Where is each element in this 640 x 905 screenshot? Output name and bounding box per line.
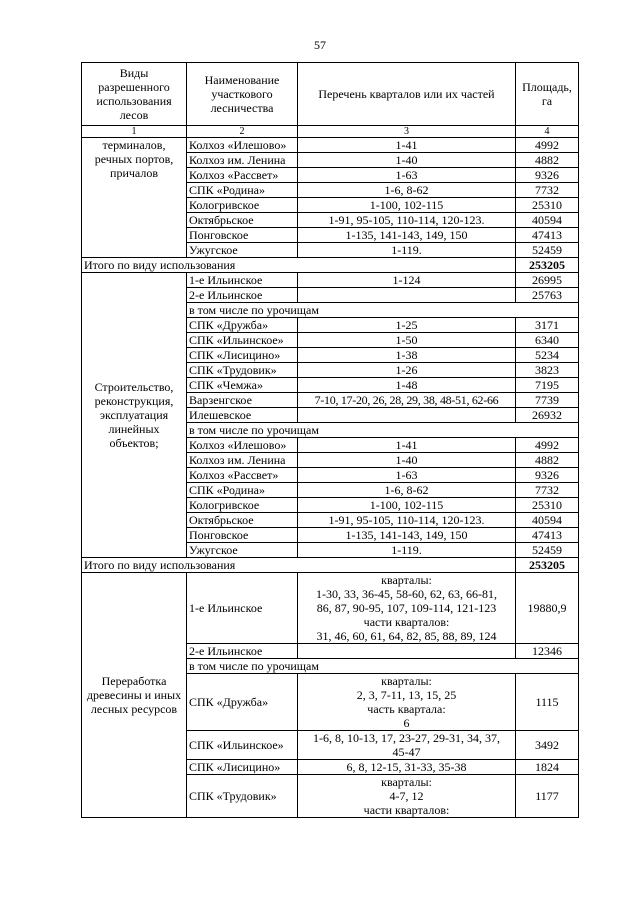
forestry-name: 1-е Ильинское bbox=[187, 573, 298, 644]
table-header-row bbox=[82, 63, 579, 126]
total-row bbox=[82, 258, 579, 273]
quarters-line: 86, 87, 90-95, 107, 109-114, 121-123 bbox=[316, 601, 497, 615]
quarters-cell: 1-50 bbox=[298, 333, 516, 348]
forestry-name: 1-е Ильинское bbox=[187, 273, 298, 288]
quarters-line: кварталы: bbox=[381, 674, 432, 688]
area-cell: 25310 bbox=[516, 198, 579, 213]
forestry-name: СПК «Родина» bbox=[187, 483, 298, 498]
column-number: 3 bbox=[298, 126, 516, 138]
quarters-cell: 7-10, 17-20, 26, 28, 29, 38, 48-51, 62-66 bbox=[298, 393, 516, 408]
forestry-name: СПК «Чемжа» bbox=[187, 378, 298, 393]
page-number: 57 bbox=[314, 38, 326, 52]
quarters-cell: 1-63 bbox=[298, 168, 516, 183]
quarters-cell: 1-63 bbox=[298, 468, 516, 483]
quarters-cell: 1-6, 8-62 bbox=[298, 483, 516, 498]
area-cell: 6340 bbox=[516, 333, 579, 348]
forestry-name: Кологривское bbox=[187, 498, 298, 513]
column-number: 1 bbox=[82, 126, 187, 138]
forestry-name: 2-е Ильинское bbox=[187, 288, 298, 303]
area-cell: 19880,9 bbox=[516, 573, 579, 644]
area-cell: 3171 bbox=[516, 318, 579, 333]
quarters-line: 1-6, 8, 10-13, 17, 23-27, 29-31, 34, 37, bbox=[313, 731, 500, 745]
quarters-cell: 1-135, 141-143, 149, 150 bbox=[298, 228, 516, 243]
forestry-name: Кологривское bbox=[187, 198, 298, 213]
area-cell: 4882 bbox=[516, 153, 579, 168]
total-label: Итого по виду использования bbox=[82, 258, 516, 273]
area-cell: 7732 bbox=[516, 483, 579, 498]
forestry-name: 2-е Ильинское bbox=[187, 644, 298, 659]
quarters-cell: 1-124 bbox=[298, 273, 516, 288]
area-cell: 1177 bbox=[516, 775, 579, 818]
quarters-line: 2, 3, 7-11, 13, 15, 25 bbox=[356, 688, 457, 702]
forestry-name: Колхоз «Илешово» bbox=[187, 438, 298, 453]
quarters-cell: 1-41 bbox=[298, 438, 516, 453]
total-value: 253205 bbox=[516, 558, 579, 573]
area-cell: 25310 bbox=[516, 498, 579, 513]
header-use-type: Виды разрешенного использования лесов bbox=[82, 63, 187, 126]
quarters-cell: 1-26 bbox=[298, 363, 516, 378]
total-value: 253205 bbox=[516, 258, 579, 273]
subheading-by-tract: в том числе по урочищам bbox=[187, 423, 579, 438]
quarters-cell: 1-40 bbox=[298, 153, 516, 168]
area-cell: 7732 bbox=[516, 183, 579, 198]
area-cell: 1824 bbox=[516, 760, 579, 775]
forestry-name: Колхоз «Илешово» bbox=[187, 138, 298, 153]
forestry-name: Варзенгское bbox=[187, 393, 298, 408]
quarters-cell: 1-91, 95-105, 110-114, 120-123. bbox=[298, 513, 516, 528]
table-row bbox=[82, 273, 579, 288]
quarters-cell bbox=[298, 731, 516, 760]
area-cell: 3823 bbox=[516, 363, 579, 378]
area-cell: 4882 bbox=[516, 453, 579, 468]
area-cell: 25763 bbox=[516, 288, 579, 303]
header-area: Площадь, га bbox=[516, 63, 579, 126]
quarters-line: части кварталов: bbox=[363, 615, 450, 629]
area-cell: 40594 bbox=[516, 513, 579, 528]
forestry-name: Колхоз им. Ленина bbox=[187, 153, 298, 168]
forestry-name: Понговское bbox=[187, 228, 298, 243]
quarters-cell bbox=[298, 408, 516, 423]
quarters-cell: 1-119. bbox=[298, 243, 516, 258]
column-number: 4 bbox=[516, 126, 579, 138]
quarters-line: часть квартала: bbox=[367, 702, 446, 716]
quarters-cell: 1-6, 8-62 bbox=[298, 183, 516, 198]
header-forestry-name: Наименование участкового лесничества bbox=[187, 63, 298, 126]
area-cell: 4992 bbox=[516, 138, 579, 153]
forestry-name: Колхоз им. Ленина bbox=[187, 453, 298, 468]
quarters-line: 4-7, 12 bbox=[389, 789, 424, 803]
quarters-cell: 1-119. bbox=[298, 543, 516, 558]
quarters-cell bbox=[298, 644, 516, 659]
area-cell: 52459 bbox=[516, 243, 579, 258]
forestry-name: Колхоз «Рассвет» bbox=[187, 468, 298, 483]
forestry-name: Понговское bbox=[187, 528, 298, 543]
area-cell: 47413 bbox=[516, 528, 579, 543]
quarters-line: 6 bbox=[403, 716, 410, 730]
forestry-name: СПК «Лисицино» bbox=[187, 348, 298, 363]
quarters-cell: 6, 8, 12-15, 31-33, 35-38 bbox=[298, 760, 516, 775]
total-label: Итого по виду использования bbox=[82, 558, 516, 573]
header-quarters-list: Перечень кварталов или их частей bbox=[298, 63, 516, 126]
table-row bbox=[82, 138, 579, 153]
forestry-name: СПК «Трудовик» bbox=[187, 363, 298, 378]
area-cell: 26995 bbox=[516, 273, 579, 288]
quarters-line: 1-30, 33, 36-45, 58-60, 62, 63, 66-81, bbox=[316, 587, 497, 601]
subheading-by-tract: в том числе по урочищам bbox=[187, 303, 579, 318]
forestry-name: СПК «Дружба» bbox=[187, 318, 298, 333]
quarters-line: кварталы: bbox=[381, 775, 432, 789]
quarters-cell: 1-91, 95-105, 110-114, 120-123. bbox=[298, 213, 516, 228]
area-cell: 1115 bbox=[516, 674, 579, 731]
forestry-name: Колхоз «Рассвет» bbox=[187, 168, 298, 183]
quarters-cell: 1-100, 102-115 bbox=[298, 498, 516, 513]
area-cell: 3492 bbox=[516, 731, 579, 760]
area-cell: 5234 bbox=[516, 348, 579, 363]
quarters-cell: 1-135, 141-143, 149, 150 bbox=[298, 528, 516, 543]
forestry-name: СПК «Ильинское» bbox=[187, 731, 298, 760]
column-number: 2 bbox=[187, 126, 298, 138]
forestry-name: Ужугское bbox=[187, 543, 298, 558]
quarters-cell: 1-100, 102-115 bbox=[298, 198, 516, 213]
quarters-cell bbox=[298, 775, 516, 818]
forest-use-table bbox=[81, 62, 579, 818]
area-cell: 9326 bbox=[516, 168, 579, 183]
forestry-name: Октябрьское bbox=[187, 213, 298, 228]
area-cell: 52459 bbox=[516, 543, 579, 558]
quarters-line: части кварталов: bbox=[363, 803, 450, 817]
area-cell: 7195 bbox=[516, 378, 579, 393]
quarters-line: 45-47 bbox=[392, 745, 421, 759]
forestry-name: Октябрьское bbox=[187, 513, 298, 528]
use-type-cell: Переработка древесины и иных лесных ресурсов bbox=[82, 573, 187, 818]
forestry-name: Илешевское bbox=[187, 408, 298, 423]
area-cell: 40594 bbox=[516, 213, 579, 228]
area-cell: 12346 bbox=[516, 644, 579, 659]
forestry-name: СПК «Лисицино» bbox=[187, 760, 298, 775]
area-cell: 9326 bbox=[516, 468, 579, 483]
quarters-cell: 1-38 bbox=[298, 348, 516, 363]
table-row bbox=[82, 573, 579, 644]
area-cell: 47413 bbox=[516, 228, 579, 243]
use-type-cell: Строительство, реконструкция, эксплуатация линейных объектов; bbox=[82, 273, 187, 558]
quarters-line: 31, 46, 60, 61, 64, 82, 85, 88, 89, 124 bbox=[316, 629, 497, 643]
forestry-name: Ужугское bbox=[187, 243, 298, 258]
forestry-name: СПК «Дружба» bbox=[187, 674, 298, 731]
quarters-cell: 1-40 bbox=[298, 453, 516, 468]
quarters-cell bbox=[298, 573, 516, 644]
total-row bbox=[82, 558, 579, 573]
forestry-name: СПК «Ильинское» bbox=[187, 333, 298, 348]
forestry-name: СПК «Родина» bbox=[187, 183, 298, 198]
area-cell: 7739 bbox=[516, 393, 579, 408]
forestry-name: СПК «Трудовик» bbox=[187, 775, 298, 818]
area-cell: 4992 bbox=[516, 438, 579, 453]
quarters-line: кварталы: bbox=[381, 573, 432, 587]
column-number-row bbox=[82, 126, 579, 138]
quarters-cell: 1-41 bbox=[298, 138, 516, 153]
subheading-by-tract: в том числе по урочищам bbox=[187, 659, 579, 674]
quarters-cell: 1-48 bbox=[298, 378, 516, 393]
quarters-cell bbox=[298, 288, 516, 303]
quarters-cell: 1-25 bbox=[298, 318, 516, 333]
area-cell: 26932 bbox=[516, 408, 579, 423]
use-type-cell: терминалов, речных портов, причалов bbox=[82, 138, 187, 258]
quarters-cell bbox=[298, 674, 516, 731]
